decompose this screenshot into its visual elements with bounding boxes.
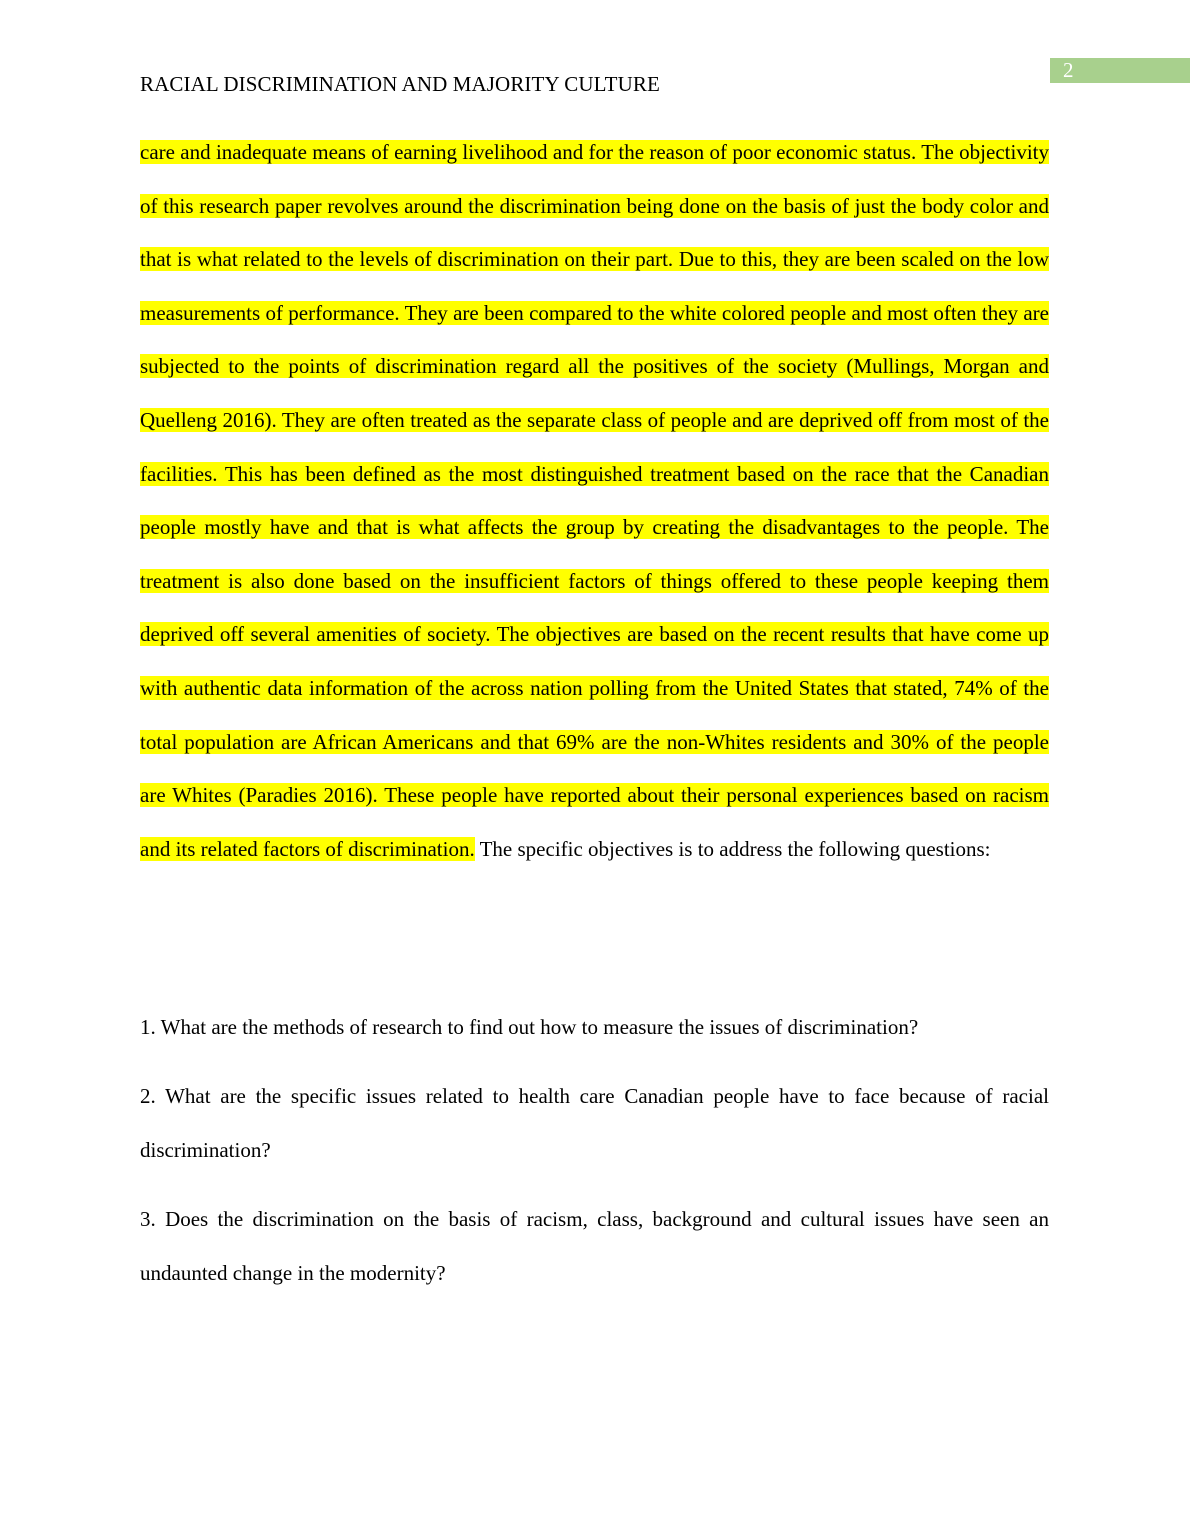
plain-text: The specific objectives is to address the following questions: — [474, 836, 991, 861]
running-head: RACIAL DISCRIMINATION AND MAJORITY CULTURE — [140, 72, 660, 96]
page-number: 2 — [1063, 58, 1074, 82]
body-paragraph — [140, 126, 1049, 876]
question-3: 3. Does the discrimination on the basis of racism, class, background and cultural issues have seen an undaunted change in the modernity? — [140, 1207, 1049, 1285]
highlighted-text: care and inadequate means of earning livelihood and for the reason of poor economic status. The objectivity of this research paper revolves around the discrimination being done on the basis of just the body color and that is what related to the levels of discrimination on their part. Due to this, they are been scaled on the low measurements of performance. They are been compared to the white colored people and most often they are subjected to the points of discrimination regard all the positives of the society (Mullings, Morgan and Quelleng 2016). They are often treated as the separate class of people and are deprived off from most of the facilities. This has been defined as the most distinguished treatment based on the race that the Canadian people mostly have and that is what affects the group by creating the disadvantages to the people. The treatment is also done based on the insufficient factors of things offered to these people keeping them deprived off several amenities of society. The objectives are based on the recent results that have come up with authentic data information of the across nation polling from the United States that stated, 74% of the total population are African Americans and that 69% are the non-Whites residents and 30% of the people are Whites (Paradies 2016). These people have reported about their personal experiences based on racism and its related factors of discrimination. — [140, 140, 1049, 861]
question-1: 1. What are the methods of research to find out how to measure the issues of discrimination? — [140, 1015, 919, 1039]
page-number-tab — [1050, 58, 1190, 83]
question-2: 2. What are the specific issues related to health care Canadian people have to face because of racial discrimination? — [140, 1084, 1049, 1162]
